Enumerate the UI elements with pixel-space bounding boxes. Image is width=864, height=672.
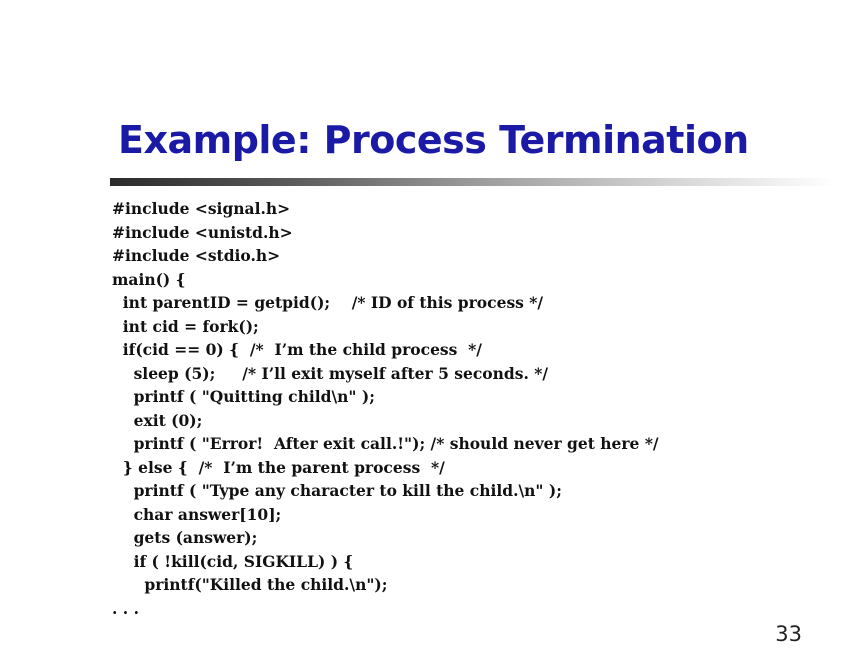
code-line: if(cid == 0) { /* I’m the child process */ <box>112 340 482 359</box>
code-line: sleep (5); /* I’ll exit myself after 5 seconds. */ <box>112 363 549 383</box>
code-line: #include <stdio.h> <box>112 246 281 265</box>
code-line: printf ( "Error! After exit call.!"); /* should never get here */ <box>112 434 659 453</box>
page-number: 33 <box>775 622 802 646</box>
slide-title: Example: Process Termination <box>118 118 749 162</box>
code-line: main() { <box>112 269 186 289</box>
code-line: int parentID = getpid(); /* ID of this process */ <box>112 293 544 312</box>
code-line: printf("Killed the child.\n"); <box>112 575 388 594</box>
code-line: exit (0); <box>112 410 203 430</box>
code-line: printf ( "Type any character to kill the child.\n" ); <box>112 481 562 500</box>
code-line: int cid = fork(); <box>112 316 259 336</box>
code-line: char answer[10]; <box>112 504 282 524</box>
code-line: if ( !kill(cid, SIGKILL) ) { <box>112 551 354 571</box>
code-line: #include <signal.h> <box>112 199 291 218</box>
code-line: gets (answer); <box>112 528 258 547</box>
code-line: . . . <box>112 598 139 618</box>
code-line: printf ( "Quitting child\n" ); <box>112 387 375 406</box>
code-block <box>112 197 857 618</box>
code-line: } else { /* I’m the parent process */ <box>112 457 445 477</box>
title-divider <box>110 178 835 186</box>
code-line: #include <unistd.h> <box>112 222 293 242</box>
